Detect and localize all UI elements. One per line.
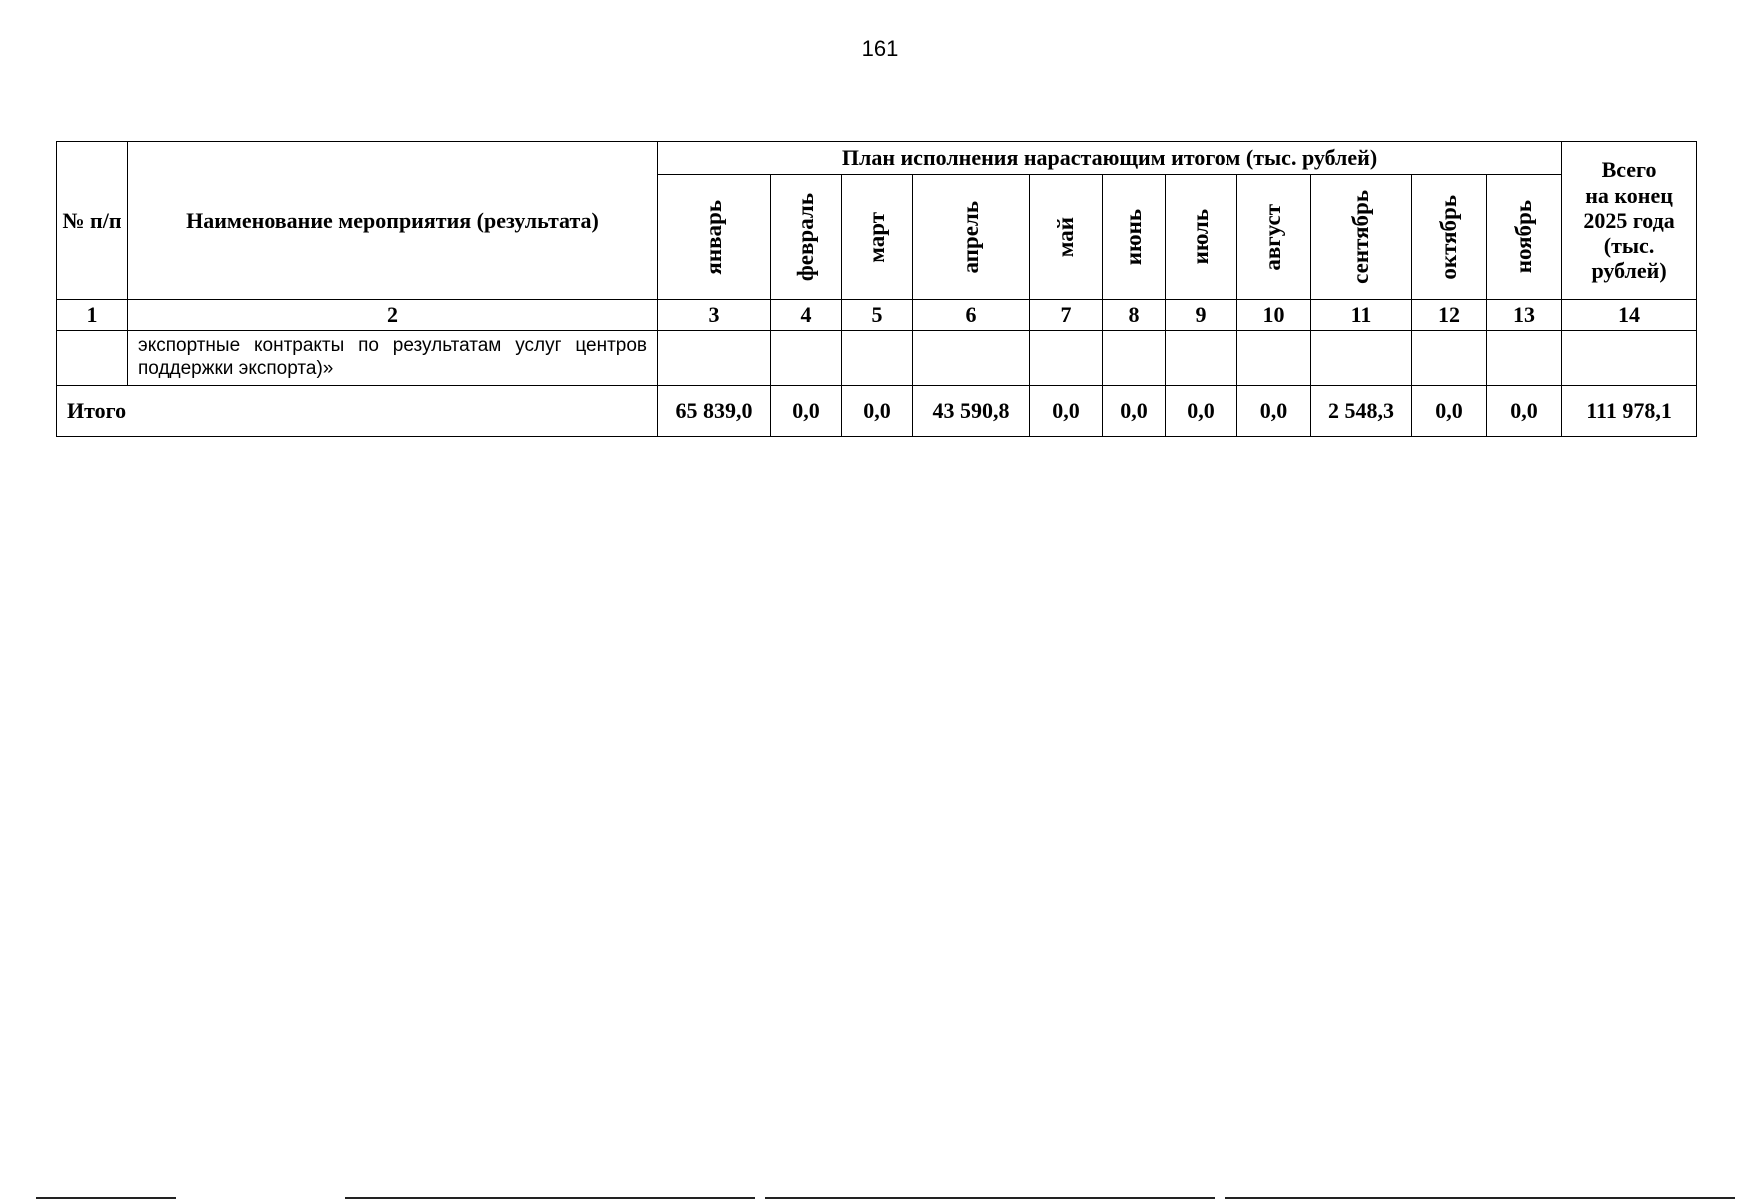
- total-value: 0,0: [842, 385, 913, 436]
- plan-header: План исполнения нарастающим итогом (тыс. рублей): [658, 142, 1562, 175]
- month-label: март: [863, 211, 889, 263]
- empty-cell: [1311, 331, 1412, 386]
- empty-cell: [1562, 331, 1697, 386]
- month-header: [1166, 175, 1237, 300]
- continuation-row: [57, 331, 1697, 386]
- col-name-header: Наименование мероприятия (результата): [128, 142, 658, 300]
- footer-rule-middle: [345, 1197, 755, 1199]
- empty-cell: [1103, 331, 1166, 386]
- empty-cell: [1237, 331, 1311, 386]
- month-label: ноябрь: [1510, 200, 1536, 274]
- month-header: [1412, 175, 1487, 300]
- plan-table: [56, 141, 1697, 437]
- empty-cell: [771, 331, 842, 386]
- column-number: 7: [1030, 300, 1103, 331]
- column-number: 11: [1311, 300, 1412, 331]
- month-label: июль: [1187, 209, 1213, 265]
- month-label: сентябрь: [1347, 190, 1373, 284]
- activity-description: экспортные контракты по результатам услуг центров поддержки экспорта)»: [128, 331, 658, 386]
- total-header-line-3: 2025 года: [1583, 207, 1675, 233]
- month-label: февраль: [792, 192, 818, 282]
- month-header: [1103, 175, 1166, 300]
- empty-cell: [57, 331, 128, 386]
- footer-rule-right: [1225, 1197, 1735, 1199]
- total-header-line-1: Всего: [1601, 157, 1657, 183]
- total-header-line-5: рублей): [1591, 258, 1667, 284]
- total-value: 0,0: [1166, 385, 1237, 436]
- column-number: 14: [1562, 300, 1697, 331]
- column-number: 3: [658, 300, 771, 331]
- total-value: 43 590,8: [913, 385, 1030, 436]
- month-header: [913, 175, 1030, 300]
- column-number: 12: [1412, 300, 1487, 331]
- total-value: 0,0: [1237, 385, 1311, 436]
- empty-cell: [1166, 331, 1237, 386]
- total-value: 0,0: [1103, 385, 1166, 436]
- column-number: 6: [913, 300, 1030, 331]
- total-header-line-4: (тыс.: [1603, 233, 1655, 259]
- col-num-header: № п/п: [57, 142, 128, 300]
- month-label: июнь: [1120, 208, 1146, 266]
- column-number: 10: [1237, 300, 1311, 331]
- month-header: [1311, 175, 1412, 300]
- column-number: 4: [771, 300, 842, 331]
- month-header: [1030, 175, 1103, 300]
- column-number: 5: [842, 300, 913, 331]
- page-number: 161: [861, 36, 899, 61]
- total-value: 65 839,0: [658, 385, 771, 436]
- column-number: 1: [57, 300, 128, 331]
- total-header-line-2: на конец: [1585, 182, 1673, 208]
- month-label: май: [1052, 216, 1078, 258]
- month-label: октябрь: [1435, 194, 1461, 280]
- total-value: 0,0: [771, 385, 842, 436]
- total-value: 0,0: [1412, 385, 1487, 436]
- month-label: январь: [700, 199, 726, 275]
- empty-cell: [1487, 331, 1562, 386]
- column-number: 2: [128, 300, 658, 331]
- footer-rule-left: [36, 1197, 176, 1199]
- empty-cell: [658, 331, 771, 386]
- empty-cell: [1030, 331, 1103, 386]
- month-header: [1237, 175, 1311, 300]
- month-header: [842, 175, 913, 300]
- month-header: [771, 175, 842, 300]
- column-number: 8: [1103, 300, 1166, 331]
- column-number: 13: [1487, 300, 1562, 331]
- empty-cell: [913, 331, 1030, 386]
- empty-cell: [842, 331, 913, 386]
- month-label: август: [1260, 203, 1286, 271]
- total-value: 2 548,3: [1311, 385, 1412, 436]
- header-row-top: [57, 142, 1697, 175]
- month-label: апрель: [957, 200, 983, 274]
- grand-total-value: 111 978,1: [1562, 385, 1697, 436]
- total-value: 0,0: [1487, 385, 1562, 436]
- column-number: 9: [1166, 300, 1237, 331]
- month-header: [658, 175, 771, 300]
- total-row: [57, 385, 1697, 436]
- total-value: 0,0: [1030, 385, 1103, 436]
- month-header: [1487, 175, 1562, 300]
- empty-cell: [1412, 331, 1487, 386]
- total-header: [1562, 142, 1697, 300]
- footer-rule-middle-right: [765, 1197, 1215, 1199]
- column-numbers-row: [57, 300, 1697, 331]
- total-label: Итого: [57, 385, 658, 436]
